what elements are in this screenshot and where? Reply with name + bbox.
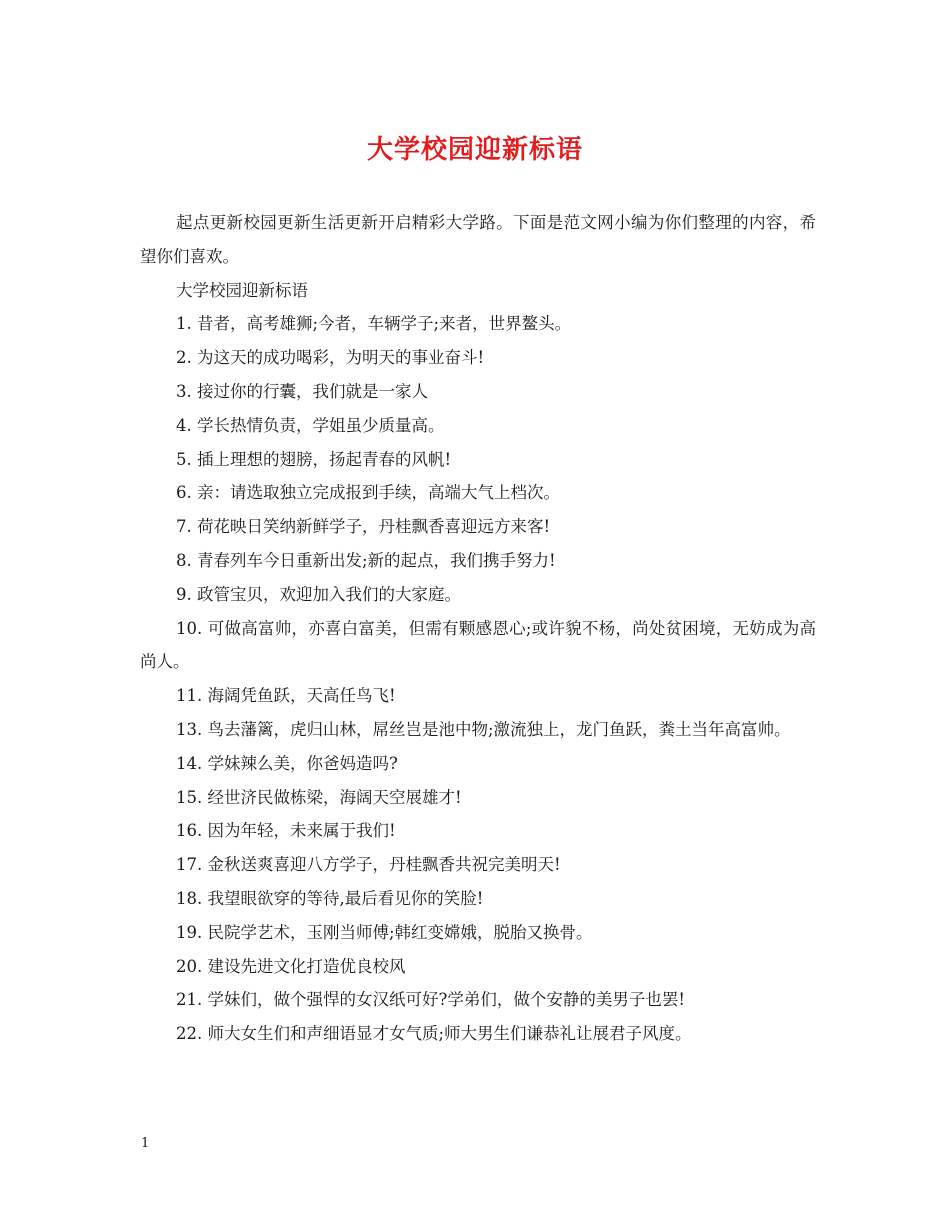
list-item: 7. 荷花映日笑纳新鲜学子，丹桂飘香喜迎远方来客! [176, 517, 551, 537]
list-item: 8. 青春列车今日重新出发;新的起点，我们携手努力! [176, 550, 556, 570]
list-item: 2. 为这天的成功喝彩，为明天的事业奋斗! [176, 348, 485, 368]
document-body [140, 206, 816, 1051]
list-item: 4. 学长热情负责，学姐虽少质量高。 [176, 415, 445, 435]
list-item: 13. 鸟去藩篱，虎归山林，屌丝岂是池中物;激流独上，龙门鱼跃，粪土当年高富帅。 [176, 719, 791, 739]
list-item: 21. 学妹们，做个强悍的女汉纸可好?学弟们，做个安静的美男子也罢! [176, 990, 685, 1010]
list-item: 3. 接过你的行囊，我们就是一家人 [176, 381, 428, 401]
list-item: 22. 师大女生们和声细语显才女气质;师大男生们谦恭礼让展君子风度。 [176, 1024, 692, 1044]
list-item: 1. 昔者，高考雄狮;今者，车辆学子;来者，世界鳌头。 [176, 314, 572, 334]
list-item: 15. 经世济民做栋梁，海阔天空展雄才! [176, 787, 462, 807]
list-item: 6. 亲：请选取独立完成报到手续，高端大气上档次。 [176, 483, 560, 503]
list-item: 20. 建设先进文化打造优良校风 [176, 956, 406, 976]
document-title: 大学校园迎新标语 [366, 135, 583, 165]
list-item: 16. 因为年轻，未来属于我们! [176, 821, 396, 841]
page-number: 1 [141, 1136, 150, 1151]
list-item: 9. 政管宝贝，欢迎加入我们的大家庭。 [176, 584, 461, 604]
section-heading: 大学校园迎新标语 [176, 280, 308, 300]
list-item: 19. 民院学艺术，玉刚当师傅;韩红变嫦娥，脱胎又换骨。 [176, 922, 593, 942]
list-item: 5. 插上理想的翅膀，扬起青春的风帆! [176, 449, 452, 469]
list-item: 18. 我望眼欲穿的等待,最后看见你的笑脸! [176, 888, 484, 908]
list-item: 10. 可做高富帅，亦喜白富美，但需有颗感恩心;或许貌不杨，尚处贫困境，无妨成为高尚人。 [140, 618, 816, 672]
list-item: 17. 金秋送爽喜迎八方学子，丹桂飘香共祝完美明天! [176, 855, 561, 875]
list-item: 11. 海阔凭鱼跃，天高任鸟飞! [176, 686, 396, 706]
intro-paragraph: 起点更新校园更新生活更新开启精彩大学路。下面是范文网小编为你们整理的内容，希望你们喜欢。 [140, 213, 816, 266]
list-item: 14. 学妹辣么美，你爸妈造吗? [176, 753, 398, 773]
